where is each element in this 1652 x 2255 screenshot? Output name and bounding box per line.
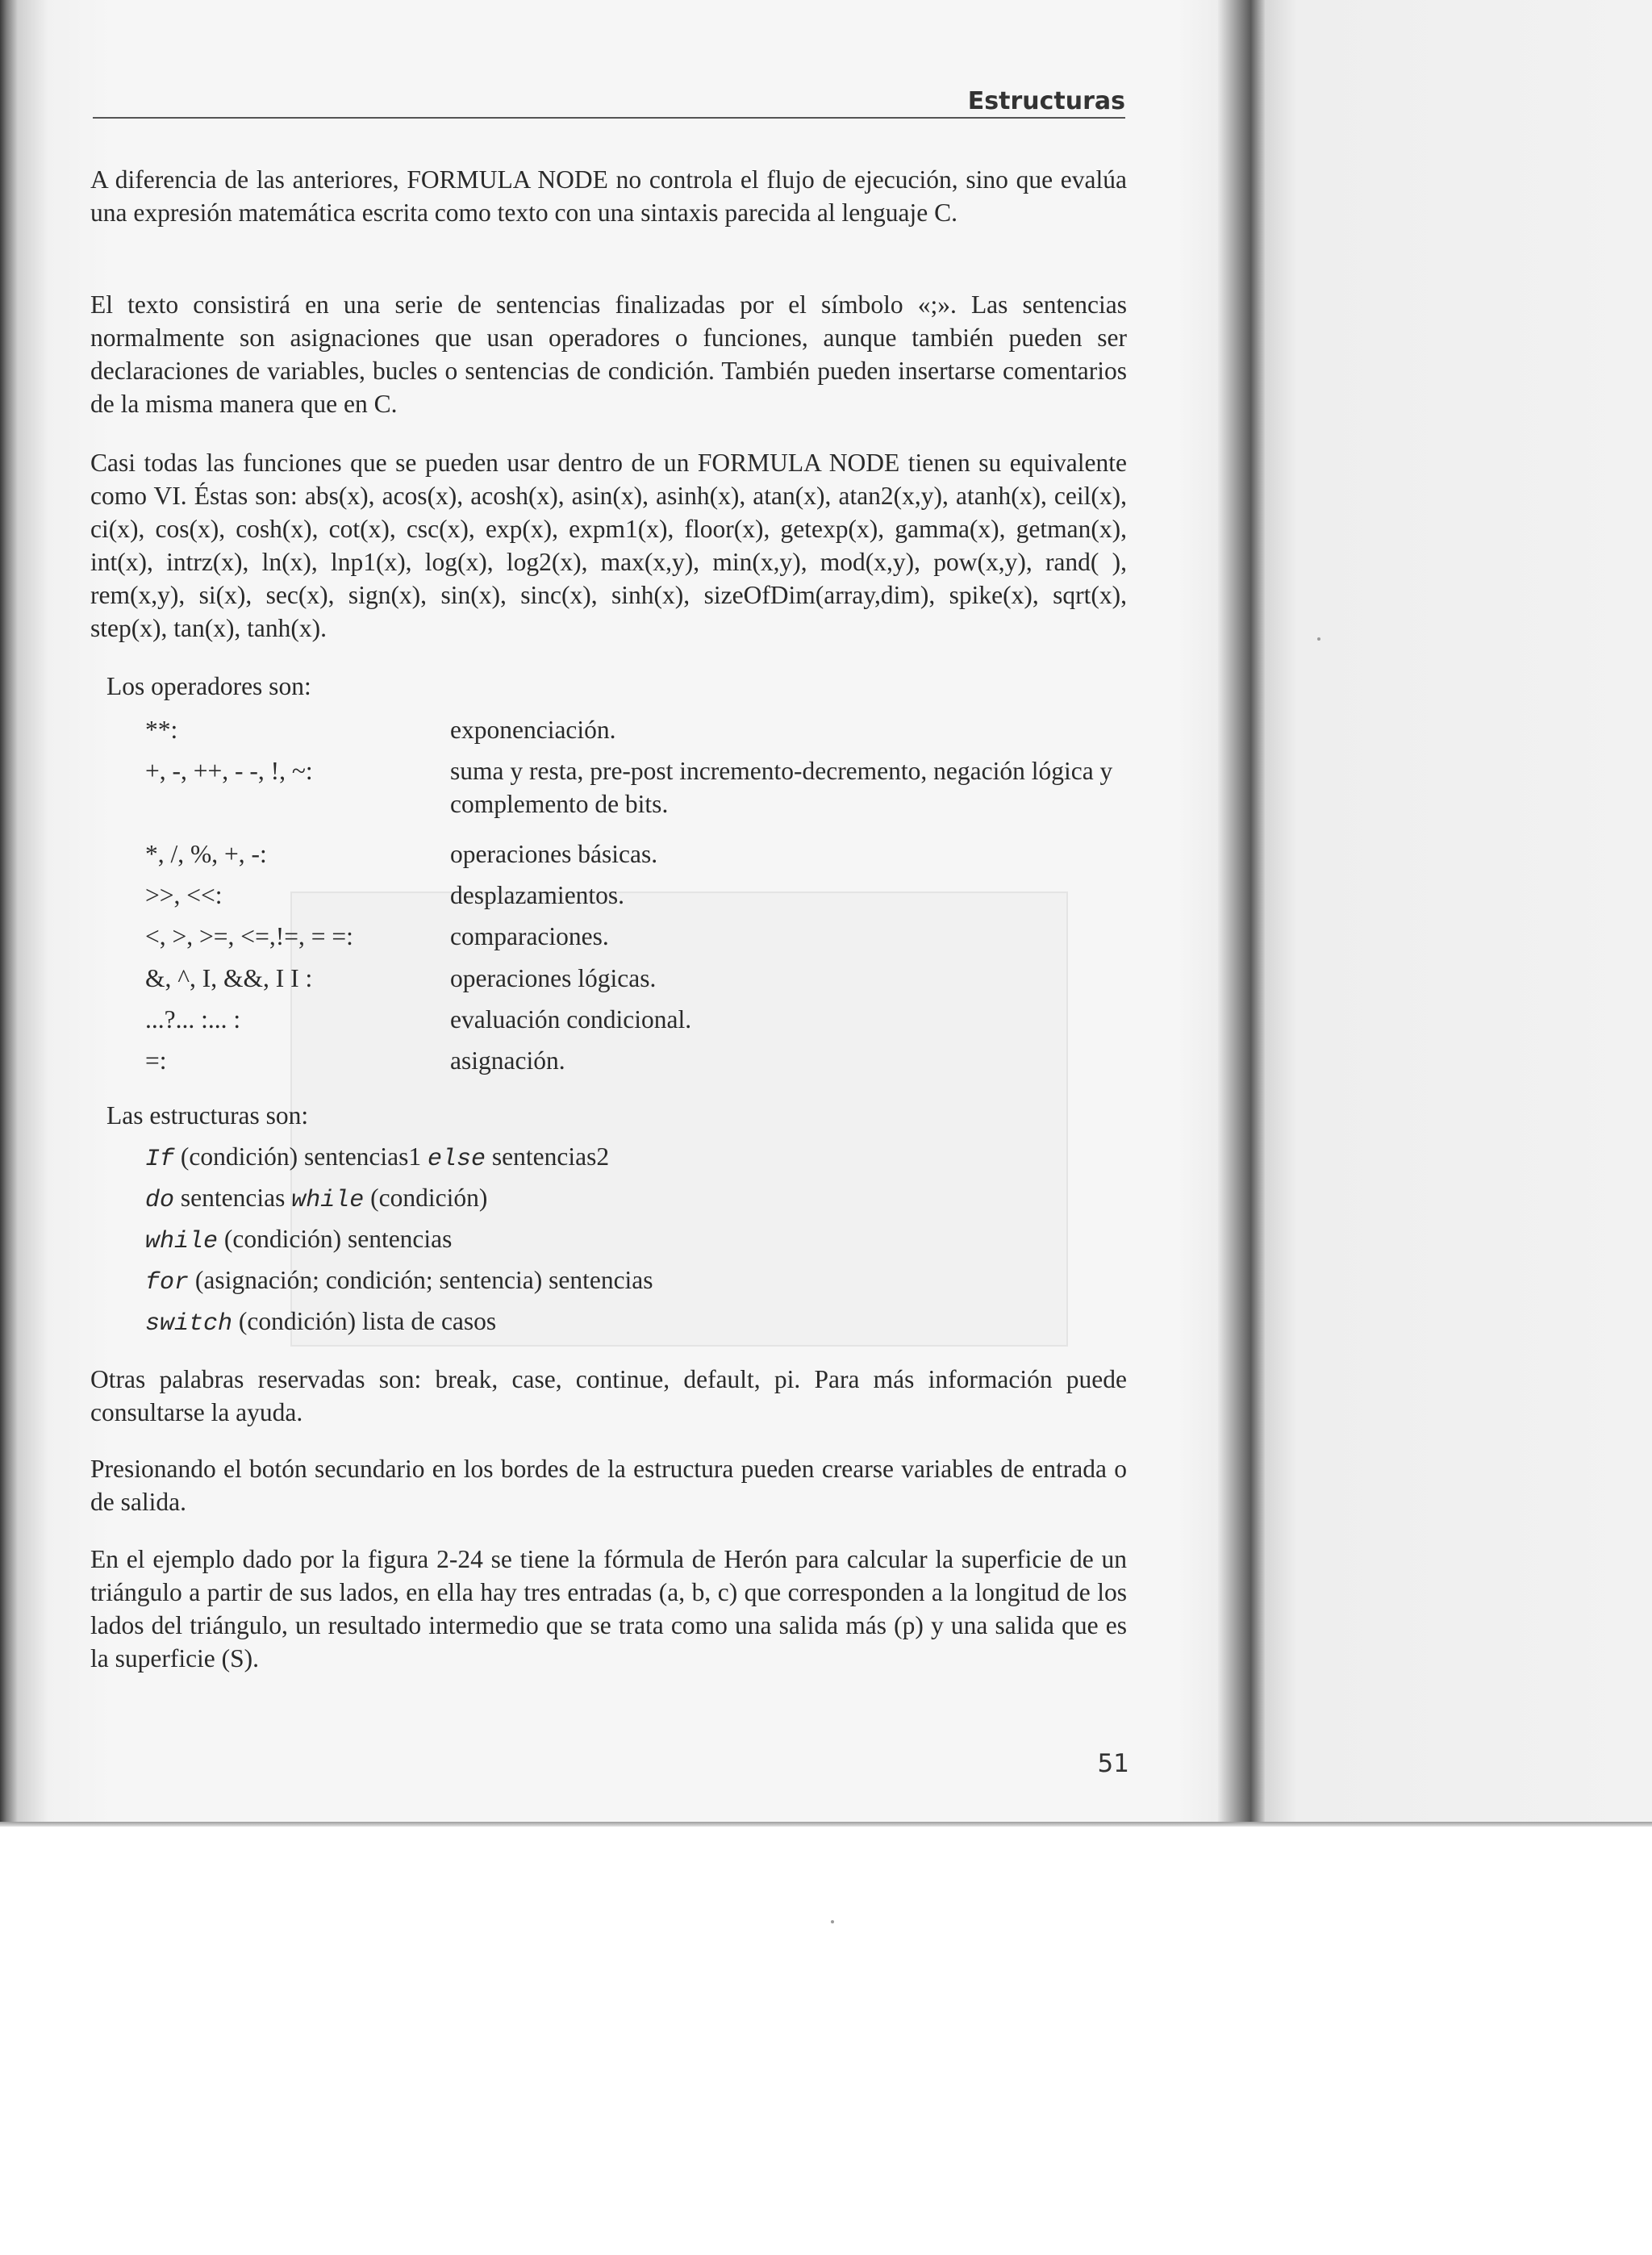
structure-keyword: switch bbox=[145, 1310, 233, 1338]
structure-line bbox=[145, 1307, 496, 1338]
structure-text: (condición) sentencias bbox=[218, 1225, 453, 1253]
operator-description: operaciones básicas. bbox=[450, 840, 658, 868]
header-rule bbox=[93, 117, 1125, 119]
scan-speck bbox=[1317, 637, 1320, 641]
structure-line bbox=[145, 1184, 487, 1214]
page-edge-shadow bbox=[1218, 0, 1265, 1827]
structure-keyword: for bbox=[145, 1269, 190, 1297]
structure-keyword: while bbox=[291, 1187, 365, 1214]
paragraph-heron-example: En el ejemplo dado por la figura 2-24 se tiene la fórmula de Herón para calcular la superficie de un triángulo a partir de sus lados, en ella hay tres entradas (a, b, c) que corresponden a la longitud de los lados del triángulo, un resultado intermedio que se trata como una salida más (p) y una salida que es la superficie (S). bbox=[90, 1545, 1127, 1672]
operator-symbol: =: bbox=[145, 1046, 167, 1075]
structure-line bbox=[145, 1266, 653, 1297]
operator-description: desplazamientos. bbox=[450, 881, 625, 909]
structure-line bbox=[145, 1142, 609, 1173]
operator-description: asignación. bbox=[450, 1046, 565, 1075]
page-number: 51 bbox=[1097, 1749, 1129, 1778]
operator-description: operaciones lógicas. bbox=[450, 964, 657, 992]
structure-keyword: else bbox=[428, 1146, 486, 1173]
operator-description: suma y resta, pre-post incremento-decremento, negación lógica y complemento de bits. bbox=[450, 757, 1113, 818]
adjacent-page-area bbox=[1265, 0, 1652, 1825]
operator-description: comparaciones. bbox=[450, 922, 609, 950]
scanner-bed bbox=[0, 1827, 1652, 2255]
operators-intro: Los operadores son: bbox=[106, 672, 311, 700]
operator-symbol: <, >, >=, <=,!=, = =: bbox=[145, 922, 353, 950]
structures-intro: Las estructuras son: bbox=[106, 1101, 309, 1130]
operator-symbol: >>, <<: bbox=[145, 881, 223, 909]
structure-text: (condición) sentencias1 bbox=[174, 1142, 428, 1171]
structure-text: sentencias2 bbox=[486, 1142, 610, 1171]
scan-speck bbox=[831, 1920, 834, 1923]
structure-text: (asignación; condición; sentencia) sentencias bbox=[189, 1266, 653, 1294]
operator-description: evaluación condicional. bbox=[450, 1005, 692, 1034]
paragraph-sentences: El texto consistirá en una serie de sentencias finalizadas por el símbolo «;». Las sentencias normalmente son asignaciones que usan operadores o funciones, aunque también pueden ser declaraciones de variables, bucles o sentencias de condición. También pueden insertarse comentarios de la misma manera que en C. bbox=[90, 290, 1127, 418]
operator-description: exponenciación. bbox=[450, 716, 616, 744]
structure-text: sentencias bbox=[174, 1184, 292, 1212]
paragraph-intro: A diferencia de las anteriores, FORMULA NODE no controla el flujo de ejecución, sino que evalúa una expresión matemática escrita como texto con una sintaxis parecida al lenguaje C. bbox=[90, 165, 1127, 227]
operator-symbol: ...?... :... : bbox=[145, 1005, 241, 1034]
structure-keyword: If bbox=[145, 1146, 175, 1173]
operator-symbol: &, ^, I, &&, I I : bbox=[145, 964, 313, 992]
structure-text: (condición) bbox=[364, 1184, 488, 1212]
structure-keyword: while bbox=[145, 1228, 219, 1255]
running-head: Estructuras bbox=[967, 87, 1125, 115]
operator-symbol: +, -, ++, - -, !, ~: bbox=[145, 757, 313, 785]
paragraph-variables: Presionando el botón secundario en los bordes de la estructura pueden crearse variables de entrada o de salida. bbox=[90, 1455, 1127, 1516]
structure-text: (condición) lista de casos bbox=[232, 1307, 497, 1335]
paragraph-functions: Casi todas las funciones que se pueden usar dentro de un FORMULA NODE tienen su equivalente como VI. Éstas son: abs(x), acos(x), acosh(x), asin(x), asinh(x), atan(x), atan2(x,y), atanh(x), ceil(x), ci(x), cos(x), cosh(x), cot(x), csc(x), exp(x), expm1(x), floor(x), getexp(x), gamma(x), getman(x), int(x), intrz(x), ln(x), lnp1(x), log(x), log2(x), max(x,y), min(x,y), mod(x,y), pow(x,y), rand( ), rem(x,y), si(x), sec(x), sign(x), sin(x), sinc(x), sinh(x), sizeOfDim(array,dim), spike(x), sqrt(x), step(x), tan(x), tanh(x). bbox=[90, 449, 1127, 642]
structure-keyword: do bbox=[145, 1187, 175, 1214]
operator-symbol: **: bbox=[145, 716, 178, 744]
structure-line bbox=[145, 1225, 452, 1255]
paragraph-reserved-words: Otras palabras reservadas son: break, case, continue, default, pi. Para más información puede consultarse la ayuda. bbox=[90, 1365, 1127, 1426]
operator-symbol: *, /, %, +, -: bbox=[145, 840, 267, 868]
